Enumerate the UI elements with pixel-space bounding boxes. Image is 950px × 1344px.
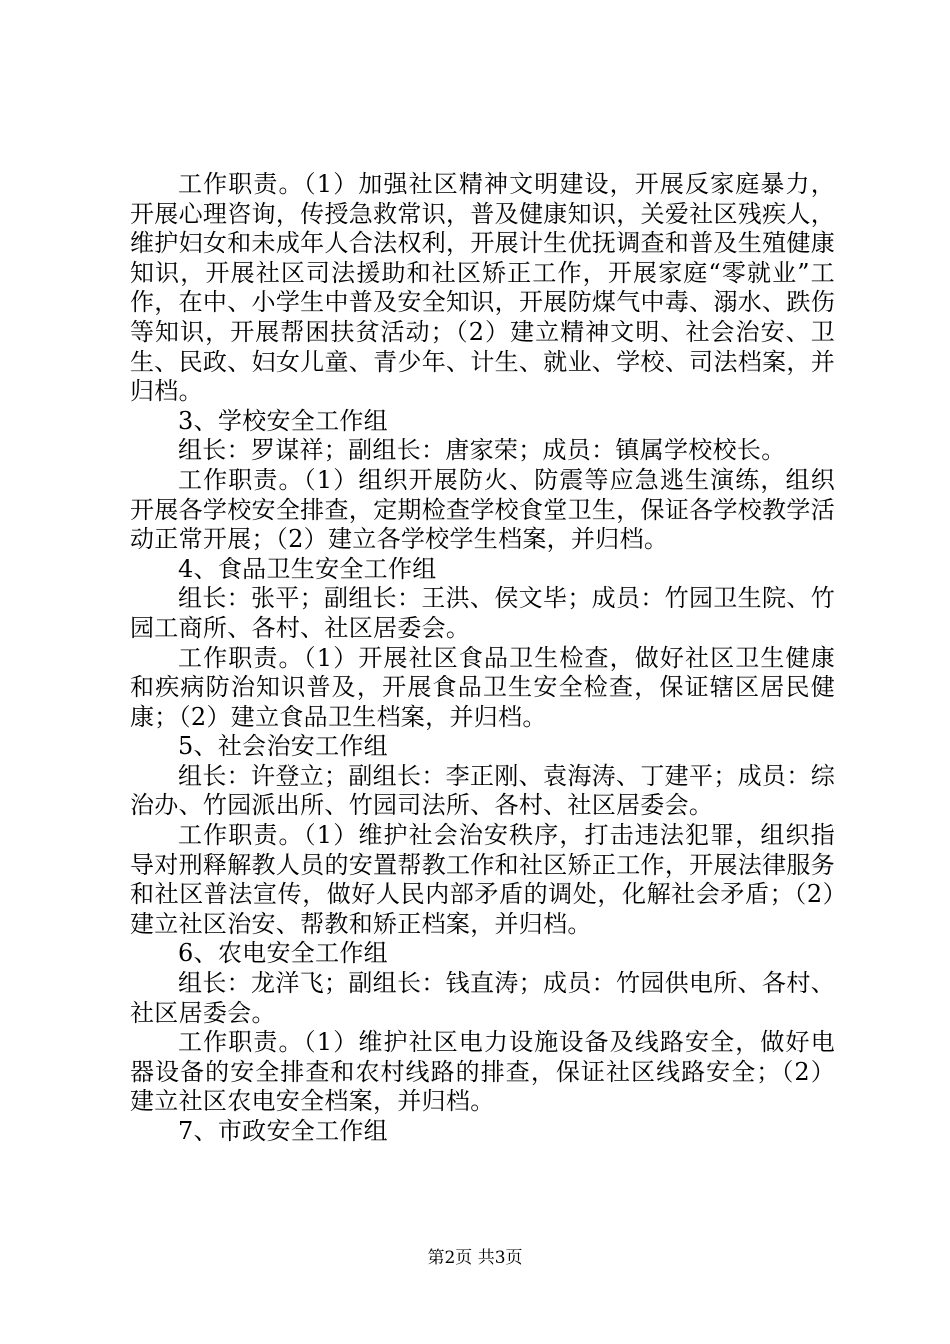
paragraph-power-members: 组长：龙洋飞；副组长：钱直涛；成员：竹园供电所、各村、社区居委会。 <box>130 969 835 1027</box>
heading-municipal-safety-group: 7、市政安全工作组 <box>178 1117 388 1145</box>
paragraph-food-duties: 工作职责。（1）开展社区食品卫生检查，做好社区卫生健康和疾病防治知识普及，开展食品卫生安全检查，保证辖区居民健康；（2）建立食品卫生档案，并归档。 <box>130 643 835 731</box>
paragraph-duties-civilization: 工作职责。（1）加强社区精神文明建设，开展反家庭暴力，开展心理咨询，传授急救常识，普及健康知识，关爱社区残疾人，维护妇女和未成年人合法权利，开展计生优抚调查和普及生殖健康知识，开展社区司法援助和社区矫正工作，开展家庭“零就业”工作，在中、小学生中普及安全知识，开展防煤气中毒、溺水、跌伤等知识，开展帮困扶贫活动；（2）建立精神文明、社会治安、卫生、民政、妇女儿童、青少年、计生、就业、学校、司法档案，并归档。 <box>130 170 835 406</box>
paragraph-security-members: 组长：许登立；副组长：李正刚、袁海涛、丁建平；成员：综治办、竹园派出所、竹园司法所、各村、社区居委会。 <box>130 761 835 820</box>
page-footer: 第2页 共3页 <box>427 1248 523 1268</box>
paragraph-power-duties: 工作职责。（1）维护社区电力设施设备及线路安全，做好电器设备的安全排查和农村线路的排查，保证社区线路安全；（2）建立社区农电安全档案，并归档。 <box>130 1028 835 1116</box>
heading-rural-power-group: 6、农电安全工作组 <box>178 939 388 968</box>
heading-school-safety-group: 3、学校安全工作组 <box>178 406 388 435</box>
heading-food-safety-group: 4、食品卫生安全工作组 <box>178 554 437 583</box>
heading-public-security-group: 5、社会治安工作组 <box>178 732 388 761</box>
paragraph-food-members: 组长：张平；副组长：王洪、侯文毕；成员：竹园卫生院、竹园工商所、各村、社区居委会。 <box>130 584 835 642</box>
paragraph-school-members: 组长：罗谋祥；副组长：唐家荣；成员：镇属学校校长。 <box>178 436 786 465</box>
paragraph-security-duties: 工作职责。（1）维护社会治安秩序，打击违法犯罪，组织指导对刑释解教人员的安置帮教工作和社区矫正工作，开展法律服务和社区普法宣传，做好人民内部矛盾的调处，化解社会矛盾；（2）建立社区治安、帮教和矫正档案，并归档。 <box>130 821 835 938</box>
paragraph-school-duties: 工作职责。（1）组织开展防火、防震等应急逃生演练，组织开展各学校安全排查，定期检查学校食堂卫生，保证各学校教学活动正常开展；（2）建立各学校学生档案，并归档。 <box>130 465 835 554</box>
document-body <box>130 170 835 1147</box>
